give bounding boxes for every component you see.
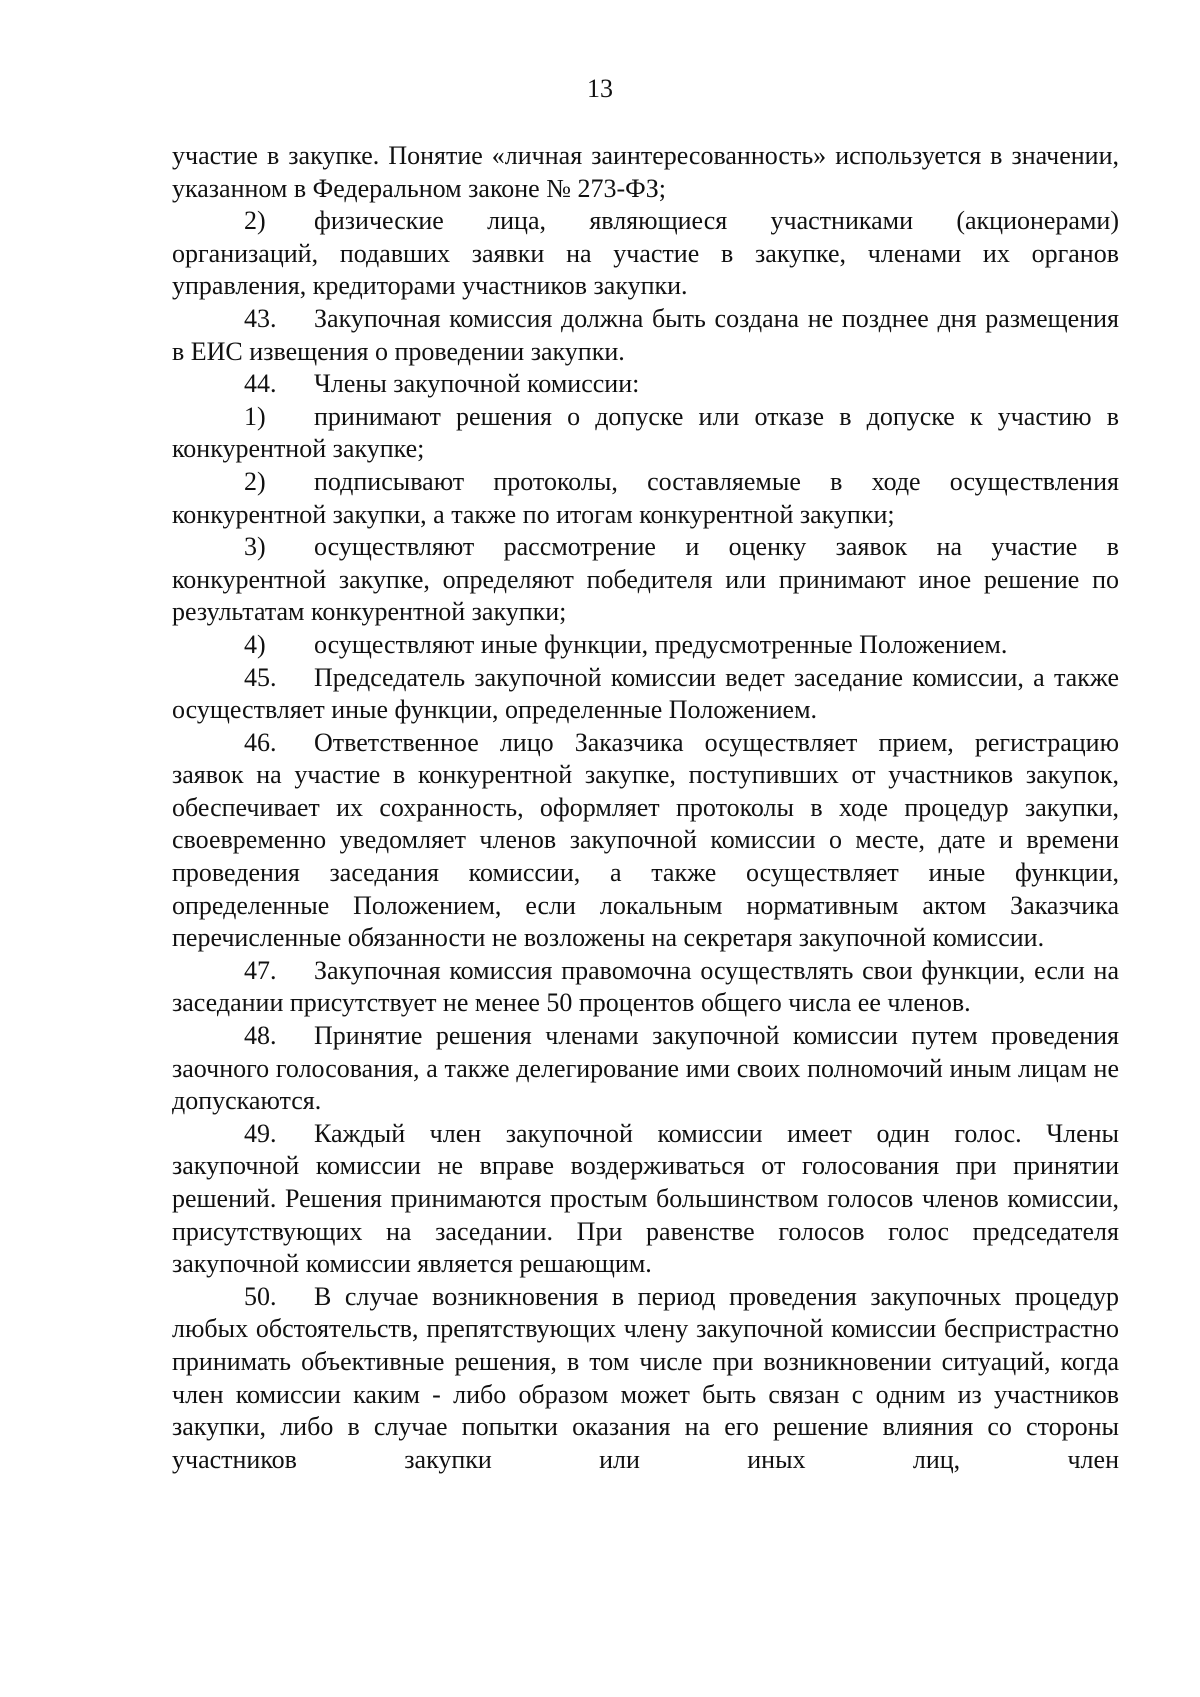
- item-number: 3): [244, 532, 266, 562]
- clause-number: 44.: [244, 369, 277, 399]
- clause-48: [172, 1020, 1119, 1118]
- clause-46: [172, 727, 1119, 955]
- paragraph-text: Председатель закупочной комиссии ведет заседание комиссии, а также осуществляет иные функции, определенные Положением.: [172, 662, 1119, 725]
- paragraph-text: подписывают протоколы, составляемые в ходе осуществления конкурентной закупки, а также по итогам конкурентной закупки;: [172, 466, 1119, 529]
- clause-number: 45.: [244, 662, 277, 692]
- list-item-2: [172, 466, 1119, 531]
- clause-50: [172, 1281, 1119, 1477]
- clause-number: 48.: [244, 1021, 277, 1051]
- paragraph-text: Принятие решения членами закупочной комиссии путем проведения заочного голосования, а также делегирование ими своих полномочий иным лицам не допускаются.: [172, 1021, 1119, 1116]
- clause-47: [172, 955, 1119, 1020]
- paragraph-text: осуществляют рассмотрение и оценку заявок на участие в конкурентной закупке, определяют победителя или принимают иное решение по результатам конкурентной закупки;: [172, 532, 1119, 627]
- paragraph-text: Ответственное лицо Заказчика осуществляет прием, регистрацию заявок на участие в конкурентной закупке, поступивших от участников закупок, обеспечивает их сохранность, оформляет протоколы в ходе процедур закупки, своевременно уведомляет членов закупочной комиссии о месте, дате и времени проведения заседания комиссии, а также осуществляет иные функции, определенные Положением, если локальным нормативным актом Заказчика перечисленные обязанности не возложены на секретаря закупочной комиссии.: [172, 727, 1119, 953]
- clause-49: [172, 1118, 1119, 1281]
- clause-44: [172, 368, 1119, 401]
- list-item-4: [172, 629, 1119, 662]
- paragraph-text: Члены закупочной комиссии:: [314, 369, 640, 399]
- item-number: 1): [244, 401, 266, 431]
- clause-43: [172, 303, 1119, 368]
- paragraph-continuation: [172, 140, 1119, 205]
- clause-number: 49.: [244, 1118, 277, 1148]
- item-number: 2): [244, 206, 266, 236]
- item-number: 4): [244, 629, 266, 659]
- document-body: [172, 140, 1119, 1476]
- paragraph-text: В случае возникновения в период проведения закупочных процедур любых обстоятельств, препятствующих члену закупочной комиссии беспристрастно принимать объективные решения, в том числе при возникновении ситуаций, когда член комиссии каким - либо образом может быть связан с одним из участников закупки, либо в случае попытки оказания на его решение влияния со стороны участников закупки или иных лиц, член: [172, 1281, 1119, 1474]
- clause-number: 47.: [244, 955, 277, 985]
- list-item-2: [172, 205, 1119, 303]
- clause-number: 43.: [244, 303, 277, 333]
- item-number: 2): [244, 466, 266, 496]
- paragraph-text: физические лица, являющиеся участниками (акционерами) организаций, подавших заявки на участие в закупке, членами их органов управления, кредиторами участников закупки.: [172, 206, 1119, 301]
- paragraph-text: Закупочная комиссия должна быть создана не позднее дня размещения в ЕИС извещения о проведении закупки.: [172, 303, 1119, 366]
- clause-45: [172, 662, 1119, 727]
- paragraph-text: принимают решения о допуске или отказе в допуске к участию в конкурентной закупке;: [172, 401, 1119, 464]
- page-number: 13: [587, 74, 613, 103]
- paragraph-text: Закупочная комиссия правомочна осуществлять свои функции, если на заседании присутствует не менее 50 процентов общего числа ее членов.: [172, 955, 1119, 1018]
- clause-number: 50.: [244, 1281, 277, 1311]
- paragraph-text: осуществляют иные функции, предусмотренные Положением.: [314, 629, 1008, 659]
- paragraph-text: участие в закупке. Понятие «личная заинтересованность» используется в значении, указанном в Федеральном законе № 273-ФЗ;: [172, 141, 1119, 203]
- paragraph-text: Каждый член закупочной комиссии имеет один голос. Члены закупочной комиссии не вправе воздерживаться от голосования при принятии решений. Решения принимаются простым большинством голосов членов комиссии, присутствующих на заседании. При равенстве голосов голос председателя закупочной комиссии является решающим.: [172, 1118, 1119, 1279]
- list-item-1: [172, 401, 1119, 466]
- clause-number: 46.: [244, 727, 277, 757]
- list-item-3: [172, 531, 1119, 629]
